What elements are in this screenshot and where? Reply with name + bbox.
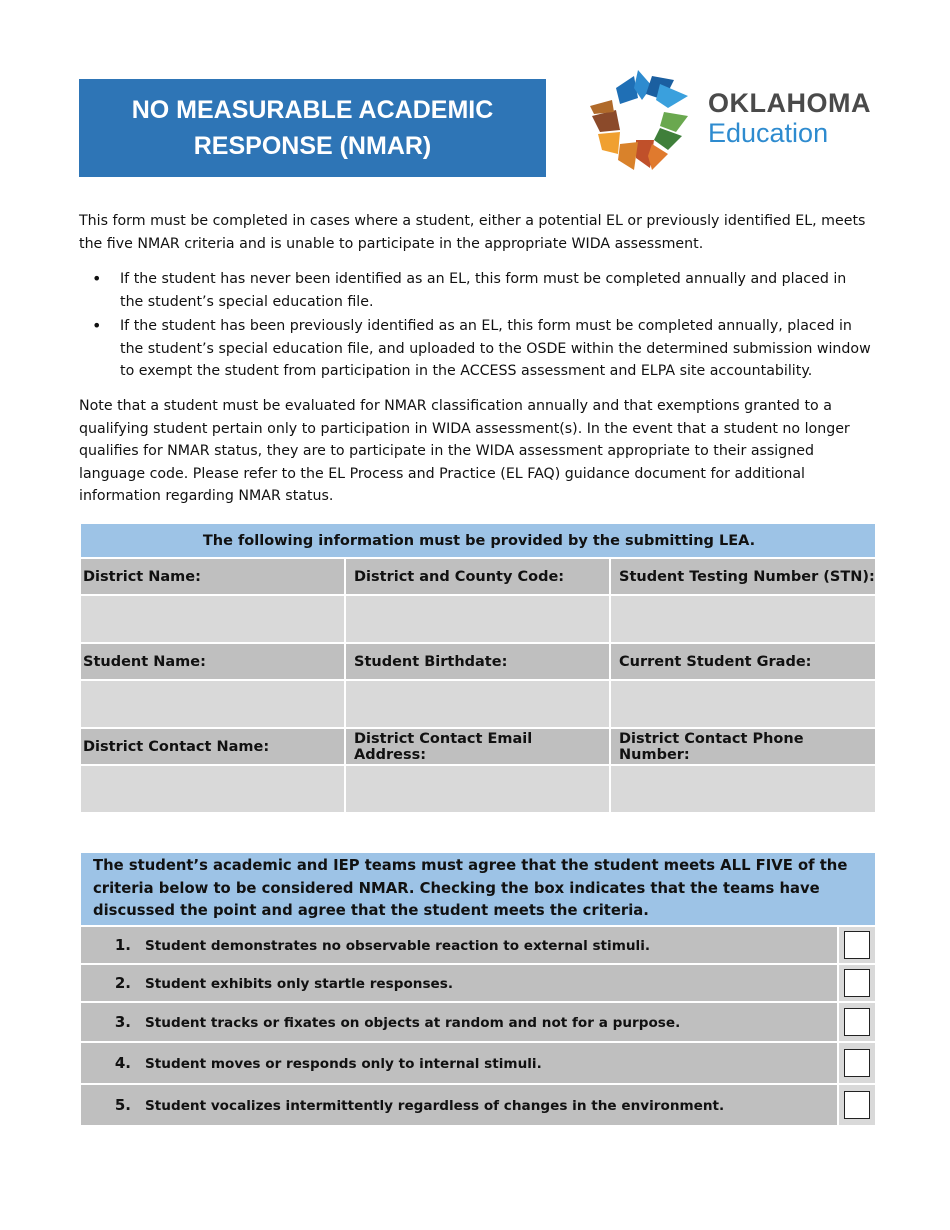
- criteria-2-checkbox[interactable]: [844, 969, 870, 997]
- current-grade-label: Current Student Grade:: [610, 643, 876, 680]
- criteria-number: 1.: [114, 935, 131, 954]
- current-grade-field[interactable]: [610, 680, 876, 728]
- criteria-number: 5.: [114, 1095, 131, 1114]
- criteria-text: Student demonstrates no observable reaction to external stimuli.: [145, 937, 651, 954]
- lea-info-header: The following information must be provided by the submitting LEA.: [80, 523, 876, 558]
- district-county-code-label: District and County Code:: [345, 558, 610, 595]
- lea-info-table: [79, 522, 877, 814]
- district-name-label: District Name:: [80, 558, 345, 595]
- criteria-number: 2.: [114, 973, 131, 992]
- contact-phone-label: District Contact Phone Number:: [610, 728, 876, 765]
- district-county-code-field[interactable]: [345, 595, 610, 643]
- student-name-field[interactable]: [80, 680, 345, 728]
- criteria-text: Student tracks or fixates on objects at random and not for a purpose.: [145, 1014, 681, 1031]
- student-birthdate-label: Student Birthdate:: [345, 643, 610, 680]
- criteria-checkbox-cell: [838, 1002, 876, 1042]
- criteria-3-checkbox[interactable]: [844, 1008, 870, 1036]
- bullet-item: • If the student has been previously identified as an EL, this form must be completed annually, placed in the student’s special education file, and uploaded to the OSDE within the determined submission window to exempt the student from participation in the ACCESS assessment and ELPA site accountability.: [79, 315, 874, 383]
- nmar-criteria-table: [79, 851, 877, 1127]
- contact-email-field[interactable]: [345, 765, 610, 813]
- criteria-1-checkbox[interactable]: [844, 931, 870, 959]
- contact-name-label: District Contact Name:: [80, 728, 345, 765]
- student-name-label: Student Name:: [80, 643, 345, 680]
- contact-phone-field[interactable]: [610, 765, 876, 813]
- criteria-checkbox-cell: [838, 1084, 876, 1126]
- criteria-item: [80, 1084, 838, 1126]
- criteria-text: Student moves or responds only to internal stimuli.: [145, 1055, 542, 1072]
- criteria-4-checkbox[interactable]: [844, 1049, 870, 1077]
- criteria-checkbox-cell: [838, 964, 876, 1002]
- instruction-bullets: [79, 268, 874, 385]
- logo-wordmark: [708, 90, 871, 147]
- stn-field[interactable]: [610, 595, 876, 643]
- criteria-item: [80, 926, 838, 964]
- criteria-text: Student vocalizes intermittently regardless of changes in the environment.: [145, 1097, 725, 1114]
- criteria-number: 4.: [114, 1053, 131, 1072]
- bullet-item: • If the student has never been identified as an EL, this form must be completed annually and placed in the student’s special education file.: [79, 268, 874, 313]
- stn-label: Student Testing Number (STN):: [610, 558, 876, 595]
- contact-name-field[interactable]: [80, 765, 345, 813]
- criteria-checkbox-cell: [838, 926, 876, 964]
- contact-email-label: District Contact Email Address:: [345, 728, 610, 765]
- note-paragraph: Note that a student must be evaluated for NMAR classification annually and that exemptions granted to a qualifying student pertain only to participation in WIDA assessment(s). In the event that a student no longer qualifies for NMAR status, they are to participate in the WIDA assessment appropriate to their assigned language code. Please refer to the EL Process and Practice (EL FAQ) guidance document for additional information regarding NMAR status.: [79, 398, 850, 504]
- criteria-text: Student exhibits only startle responses.: [145, 975, 454, 992]
- intro-paragraph: This form must be completed in cases where a student, either a potential EL or previously identified EL, meets the five NMAR criteria and is unable to participate in the appropriate WIDA assessment.: [79, 213, 866, 252]
- criteria-header: The student’s academic and IEP teams must agree that the student meets ALL FIVE of the criteria below to be considered NMAR. Checking the box indicates that the teams have discussed the point and agree that the student meets the criteria.: [80, 852, 876, 926]
- form-title-line1: NO MEASURABLE ACADEMIC: [131, 96, 494, 124]
- criteria-checkbox-cell: [838, 1042, 876, 1084]
- district-name-field[interactable]: [80, 595, 345, 643]
- criteria-item: [80, 1042, 838, 1084]
- criteria-5-checkbox[interactable]: [844, 1091, 870, 1119]
- logo-line2: Education: [708, 118, 829, 148]
- student-birthdate-field[interactable]: [345, 680, 610, 728]
- criteria-number: 3.: [114, 1012, 131, 1031]
- criteria-item: [80, 964, 838, 1002]
- form-title: [79, 79, 546, 177]
- criteria-item: [80, 1002, 838, 1042]
- form-title-line2: RESPONSE (NMAR): [193, 132, 432, 160]
- logo-line1: OKLAHOMA: [708, 88, 871, 118]
